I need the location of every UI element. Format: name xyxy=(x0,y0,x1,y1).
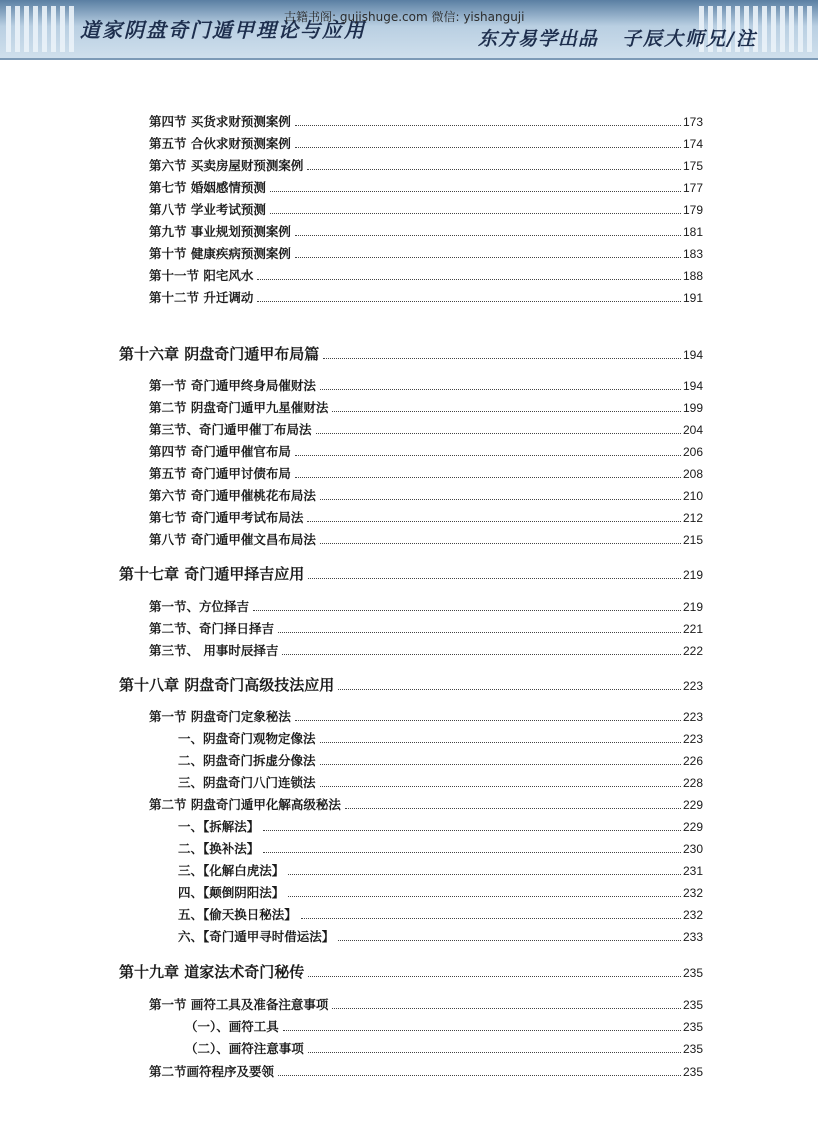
toc-entry[interactable] xyxy=(149,465,703,483)
toc-page-number: 235 xyxy=(682,1065,703,1079)
toc-chapter[interactable] xyxy=(119,675,703,696)
toc-page-number: 215 xyxy=(682,533,703,547)
dot-leader xyxy=(270,190,681,192)
toc-page-number: 173 xyxy=(682,115,703,129)
toc-entry[interactable] xyxy=(149,223,703,241)
dot-leader xyxy=(338,688,681,690)
dot-leader xyxy=(263,829,681,831)
toc-entry-label: 第一节 阴盘奇门定象秘法 xyxy=(149,709,291,724)
toc-entry-label: 第七节 婚姻感情预测 xyxy=(149,180,266,195)
toc-page-number: 223 xyxy=(682,732,703,746)
toc-entry-label: 六、【奇门遁甲寻时借运法】 xyxy=(178,929,335,944)
dot-leader xyxy=(332,1007,681,1009)
toc-page-number: 210 xyxy=(682,489,703,503)
toc-page-number: 194 xyxy=(682,379,703,393)
toc-entry-label: 第七节 奇门遁甲考试布局法 xyxy=(149,510,304,525)
dot-leader xyxy=(295,256,681,258)
toc-subentry[interactable] xyxy=(178,862,703,880)
toc-page-number: 183 xyxy=(682,247,703,261)
toc-chapter-label: 第十八章 阴盘奇门高级技法应用 xyxy=(119,676,335,694)
toc-entry[interactable] xyxy=(149,179,703,197)
toc-entry[interactable] xyxy=(149,598,703,616)
toc-entry-label: 一、阴盘奇门观物定像法 xyxy=(178,731,316,746)
toc-entry-label: 第九节 事业规划预测案例 xyxy=(149,224,291,239)
toc-entry[interactable] xyxy=(149,443,703,461)
dot-leader xyxy=(316,432,681,434)
toc-page-number: 232 xyxy=(682,908,703,922)
toc-page-number: 219 xyxy=(682,600,703,614)
toc-entry-label: 第四节 买货求财预测案例 xyxy=(149,114,291,129)
toc-entry[interactable] xyxy=(149,135,703,153)
toc-entry-label: 第二节画符程序及要领 xyxy=(149,1064,275,1079)
toc-entry[interactable] xyxy=(149,708,703,726)
toc-entry[interactable] xyxy=(149,620,703,638)
toc-entry-label: 第十一节 阳宅风水 xyxy=(149,268,254,283)
toc-entry-label: 第一节 奇门遁甲终身局催财法 xyxy=(149,378,316,393)
dot-leader xyxy=(257,300,681,302)
dot-leader xyxy=(257,278,681,280)
toc-page-number: 188 xyxy=(682,269,703,283)
toc-page-number: 181 xyxy=(682,225,703,239)
toc-page-number: 212 xyxy=(682,511,703,525)
toc-chapter-label: 第十九章 道家法术奇门秘传 xyxy=(119,963,305,981)
dot-leader xyxy=(295,719,681,721)
dot-leader xyxy=(282,653,681,655)
toc-page-number: 235 xyxy=(682,998,703,1012)
toc-entry-label: 第三节、奇门遁甲催丁布局法 xyxy=(149,422,312,437)
dot-leader xyxy=(283,1029,681,1031)
toc-entry[interactable] xyxy=(149,796,703,814)
toc-page-number: 177 xyxy=(682,181,703,195)
toc-subentry[interactable] xyxy=(178,730,703,748)
toc-subentry[interactable] xyxy=(178,928,703,946)
toc-subentry[interactable] xyxy=(185,1040,703,1058)
dot-leader xyxy=(308,577,681,579)
toc-entry-label: 四、【颠倒阴阳法】 xyxy=(178,885,285,900)
book-title: 道家阴盘奇门遁甲理论与应用 xyxy=(80,18,366,42)
toc-entry[interactable] xyxy=(149,157,703,175)
dot-leader xyxy=(295,234,681,236)
dot-leader xyxy=(320,785,681,787)
dot-leader xyxy=(301,917,681,919)
toc-chapter[interactable] xyxy=(119,344,703,365)
dot-leader xyxy=(308,1051,681,1053)
dot-leader xyxy=(308,975,681,977)
dot-leader xyxy=(278,631,681,633)
toc-entry-label: 五、【偷天换日秘法】 xyxy=(178,907,297,922)
toc-page-number: 235 xyxy=(682,1042,703,1056)
toc-subentry[interactable] xyxy=(178,818,703,836)
toc-page-number: 232 xyxy=(682,886,703,900)
toc-page-number: 229 xyxy=(682,820,703,834)
toc-page-number: 231 xyxy=(682,864,703,878)
toc-page-number: 229 xyxy=(682,798,703,812)
dot-leader xyxy=(320,763,681,765)
toc-entry[interactable] xyxy=(149,996,703,1014)
toc-page-number: 174 xyxy=(682,137,703,151)
dot-leader xyxy=(278,1074,681,1076)
toc-page-number: 235 xyxy=(682,1020,703,1034)
toc-entry[interactable] xyxy=(149,421,703,439)
toc-subentry[interactable] xyxy=(178,752,703,770)
dot-leader xyxy=(295,146,681,148)
toc-entry-label: （二）、画符注意事项 xyxy=(185,1041,304,1056)
toc-entry-label: 第三节、 用事时辰择吉 xyxy=(149,643,279,658)
toc-entry-label: （一）、画符工具 xyxy=(185,1019,279,1034)
dot-leader xyxy=(320,741,681,743)
dot-leader xyxy=(263,851,681,853)
toc-entry[interactable] xyxy=(149,642,703,660)
toc-page-number: 226 xyxy=(682,754,703,768)
toc-entry[interactable] xyxy=(149,487,703,505)
dot-leader xyxy=(332,410,681,412)
dot-leader xyxy=(307,168,681,170)
toc-entry-label: 二、阴盘奇门拆虚分像法 xyxy=(178,753,316,768)
toc-entry[interactable] xyxy=(149,377,703,395)
toc-subentry[interactable] xyxy=(185,1018,703,1036)
toc-subentry[interactable] xyxy=(178,774,703,792)
dot-leader xyxy=(295,454,681,456)
publisher-label: 东方易学出品 xyxy=(478,28,599,50)
toc-page-number: 230 xyxy=(682,842,703,856)
toc-entry[interactable] xyxy=(149,245,703,263)
toc-entry[interactable] xyxy=(149,399,703,417)
dot-leader xyxy=(307,520,681,522)
dot-leader xyxy=(345,807,681,809)
toc-entry-label: 第十二节 升迁调动 xyxy=(149,290,254,305)
toc-page-number: 194 xyxy=(682,348,703,362)
dot-leader xyxy=(288,873,681,875)
toc-chapter[interactable] xyxy=(119,564,703,585)
dot-leader xyxy=(320,388,681,390)
toc-page-number: 219 xyxy=(682,568,703,582)
toc-entry[interactable] xyxy=(149,201,703,219)
toc-page-number: 204 xyxy=(682,423,703,437)
toc-entry-label: 第二节、奇门择日择吉 xyxy=(149,621,275,636)
toc-chapter[interactable] xyxy=(119,962,703,983)
toc-entry-label: 第二节 阴盘奇门遁甲九星催财法 xyxy=(149,400,329,415)
toc-entry[interactable] xyxy=(149,289,703,307)
toc-page-number: 175 xyxy=(682,159,703,173)
toc-entry-label: 二、【换补法】 xyxy=(178,841,260,856)
toc-page-number: 223 xyxy=(682,679,703,693)
toc-page-number: 179 xyxy=(682,203,703,217)
toc-entry-label: 第四节 奇门遁甲催官布局 xyxy=(149,444,291,459)
toc-entry-label: 第十节 健康疾病预测案例 xyxy=(149,246,291,261)
toc-entry[interactable] xyxy=(149,1063,703,1081)
dot-leader xyxy=(323,357,681,359)
toc-page-number: 222 xyxy=(682,644,703,658)
toc-page-number: 206 xyxy=(682,445,703,459)
dot-leader xyxy=(338,939,681,941)
toc-entry-label: 第六节 买卖房屋财预测案例 xyxy=(149,158,304,173)
toc-entry-label: 第五节 合伙求财预测案例 xyxy=(149,136,291,151)
toc-entry[interactable] xyxy=(149,267,703,285)
toc-page-number: 228 xyxy=(682,776,703,790)
toc-page-number: 223 xyxy=(682,710,703,724)
toc-entry-label: 三、【化解白虎法】 xyxy=(178,863,285,878)
toc-subentry[interactable] xyxy=(178,906,703,924)
toc-chapter-label: 第十六章 阴盘奇门遁甲布局篇 xyxy=(119,345,320,363)
toc-chapter-label: 第十七章 奇门遁甲择吉应用 xyxy=(119,565,305,583)
author-label: 子辰大师兄/注 xyxy=(622,28,757,50)
toc-entry-label: 第八节 奇门遁甲催文昌布局法 xyxy=(149,532,316,547)
dot-leader xyxy=(295,476,681,478)
toc-entry-label: 第五节 奇门遁甲讨债布局 xyxy=(149,466,291,481)
toc-page-number: 235 xyxy=(682,966,703,980)
toc-subentry[interactable] xyxy=(178,840,703,858)
dot-leader xyxy=(320,542,681,544)
dot-leader xyxy=(295,124,681,126)
toc-entry-label: 第一节 画符工具及准备注意事项 xyxy=(149,997,329,1012)
toc-entry-label: 第二节 阴盘奇门遁甲化解高级秘法 xyxy=(149,797,341,812)
toc-entry-label: 第六节 奇门遁甲催桃花布局法 xyxy=(149,488,316,503)
toc-entry[interactable] xyxy=(149,113,703,131)
toc-subentry[interactable] xyxy=(178,884,703,902)
toc-entry[interactable] xyxy=(149,509,703,527)
dot-leader xyxy=(288,895,681,897)
toc-page-number: 191 xyxy=(682,291,703,305)
toc-entry-label: 第八节 学业考试预测 xyxy=(149,202,266,217)
toc-entry[interactable] xyxy=(149,531,703,549)
toc-page-number: 199 xyxy=(682,401,703,415)
toc-page-number: 221 xyxy=(682,622,703,636)
dot-leader xyxy=(270,212,681,214)
toc-entry-label: 一、【拆解法】 xyxy=(178,819,260,834)
dot-leader xyxy=(253,609,681,611)
dot-leader xyxy=(320,498,681,500)
watermark: 古籍书阁: gujishuge.com 微信: yishanguji xyxy=(284,10,525,24)
toc-page-number: 233 xyxy=(682,930,703,944)
toc-entry-label: 第一节、方位择吉 xyxy=(149,599,250,614)
toc-entry-label: 三、阴盘奇门八门连锁法 xyxy=(178,775,316,790)
toc-page-number: 208 xyxy=(682,467,703,481)
